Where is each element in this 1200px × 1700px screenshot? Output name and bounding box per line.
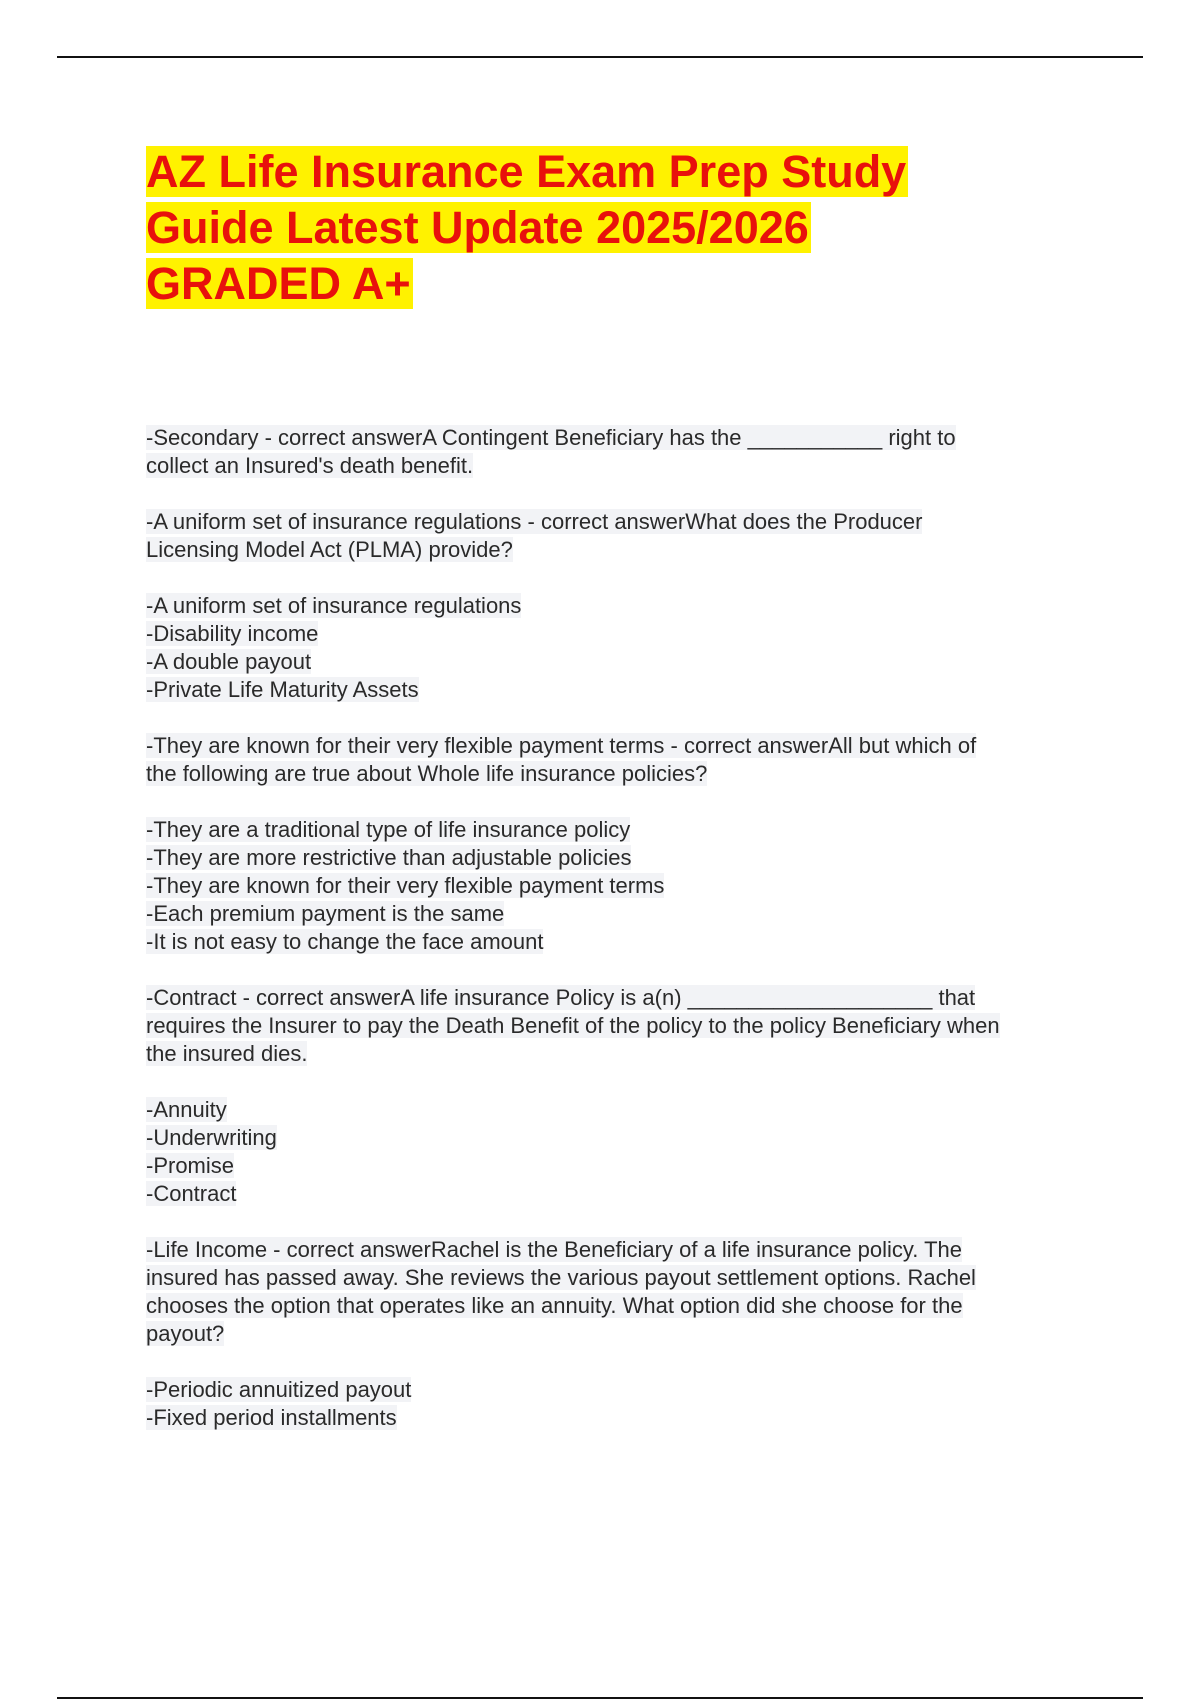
answer-option: -A double payout — [146, 649, 312, 674]
qa-line: -Contract - correct answerA life insurance Policy is a(n) ____________________ that — [146, 985, 976, 1010]
header-rule — [57, 56, 1143, 58]
qa-line: requires the Insurer to pay the Death Benefit of the policy to the policy Beneficiary when — [146, 1013, 1000, 1038]
answer-option: -Contract — [146, 1181, 237, 1206]
answer-option: -They are more restrictive than adjustable policies — [146, 845, 632, 870]
qa-line: -Secondary - correct answerA Contingent Beneficiary has the ___________ right to — [146, 425, 956, 450]
qa-item — [146, 424, 1096, 480]
answer-option: -Annuity — [146, 1097, 227, 1122]
answer-option: -Each premium payment is the same — [146, 901, 505, 926]
answer-option: -Private Life Maturity Assets — [146, 677, 419, 702]
footer-rule — [57, 1697, 1143, 1699]
title-line: AZ Life Insurance Exam Prep Study — [146, 146, 907, 197]
qa-item — [146, 1236, 1096, 1348]
answer-options — [146, 816, 1096, 956]
document-body — [146, 424, 1096, 1460]
answer-option: -A uniform set of insurance regulations — [146, 593, 522, 618]
answer-option: -Disability income — [146, 621, 319, 646]
title-line: Guide Latest Update 2025/2026 — [146, 202, 809, 253]
qa-line: Licensing Model Act (PLMA) provide? — [146, 537, 513, 562]
qa-line: -A uniform set of insurance regulations - correct answerWhat does the Producer — [146, 509, 923, 534]
qa-line: -They are known for their very flexible payment terms - correct answerAll but which of — [146, 733, 977, 758]
qa-line: chooses the option that operates like an annuity. What option did she choose for the — [146, 1293, 963, 1318]
qa-line: insured has passed away. She reviews the various payout settlement options. Rachel — [146, 1265, 976, 1290]
answer-option: -Periodic annuitized payout — [146, 1377, 412, 1402]
title-line: GRADED A+ — [146, 258, 411, 309]
qa-line: the insured dies. — [146, 1041, 308, 1066]
qa-line: payout? — [146, 1321, 225, 1346]
qa-line: -Life Income - correct answerRachel is the Beneficiary of a life insurance policy. The — [146, 1237, 962, 1262]
answer-options — [146, 1376, 1096, 1432]
answer-option: -It is not easy to change the face amount — [146, 929, 544, 954]
answer-options — [146, 592, 1096, 704]
answer-option: -Underwriting — [146, 1125, 277, 1150]
page-title — [146, 144, 1046, 312]
qa-item — [146, 732, 1096, 788]
qa-line: the following are true about Whole life insurance policies? — [146, 761, 708, 786]
qa-item — [146, 984, 1096, 1068]
qa-line: collect an Insured's death benefit. — [146, 453, 474, 478]
answer-option: -Promise — [146, 1153, 235, 1178]
answer-option: -They are known for their very flexible payment terms — [146, 873, 665, 898]
answer-option: -Fixed period installments — [146, 1405, 397, 1430]
answer-option: -They are a traditional type of life insurance policy — [146, 817, 631, 842]
qa-item — [146, 508, 1096, 564]
answer-options — [146, 1096, 1096, 1208]
